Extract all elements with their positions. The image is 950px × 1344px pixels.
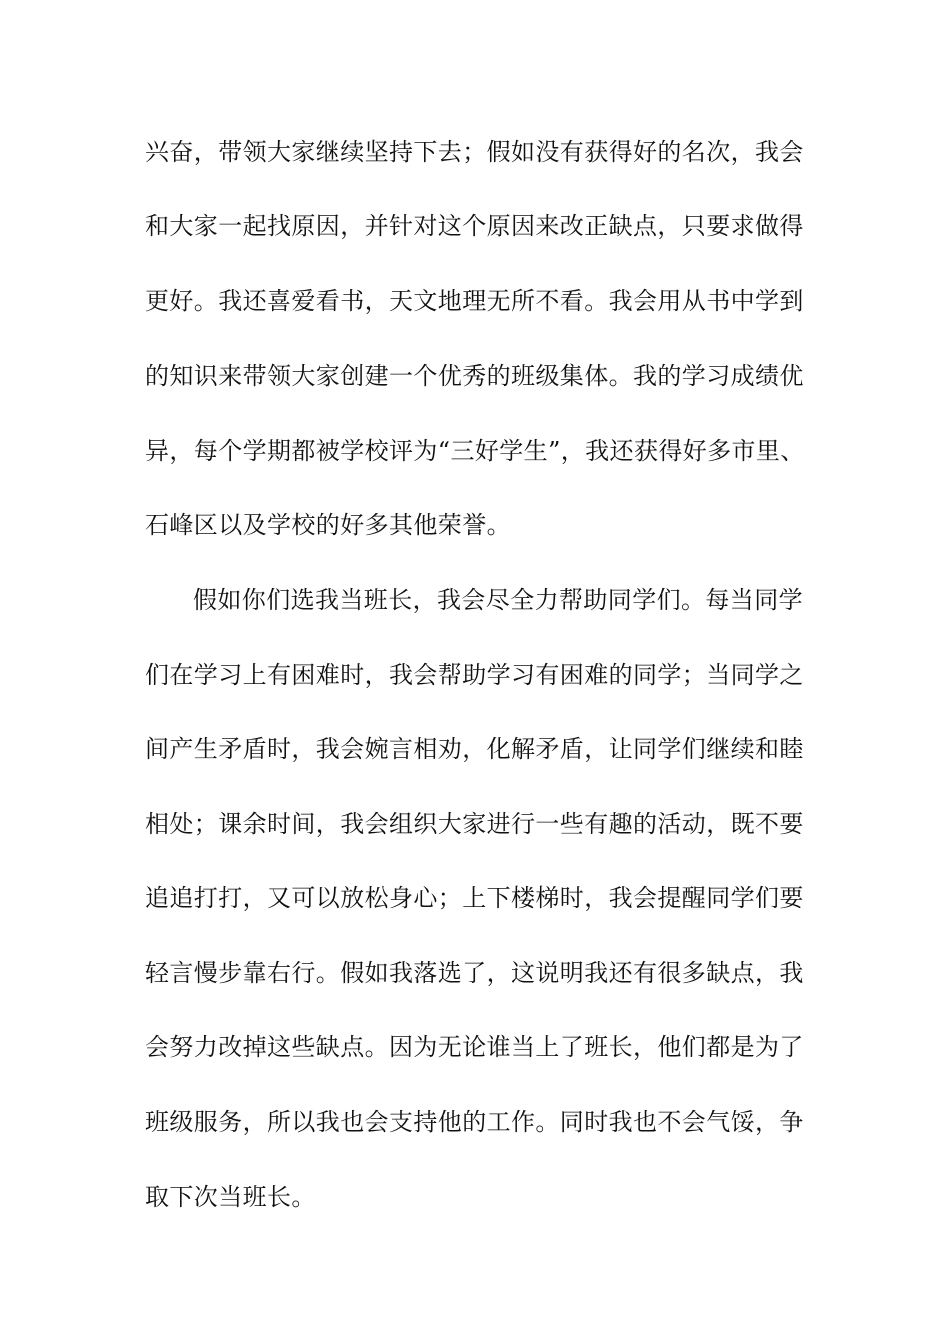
paragraph-first-line: 假如你们选我当班长，我会尽全力帮助同学们。每当同学 [193, 586, 803, 614]
text-line: 们在学习上有困难时，我会帮助学习有困难的同学；当同学之 [145, 661, 804, 689]
text-line: 班级服务，所以我也会支持他的工作。同时我也不会气馁，争 [145, 1108, 804, 1136]
text-line: 异，每个学期都被学校评为“三好学生”，我还获得好多市里、 [145, 437, 805, 465]
text-line: 间产生矛盾时，我会婉言相劝，化解矛盾，让同学们继续和睦 [145, 735, 804, 763]
text-line: 兴奋，带领大家继续坚持下去；假如没有获得好的名次，我会 [145, 138, 804, 166]
text-line: 相处；课余时间，我会组织大家进行一些有趣的活动，既不要 [145, 810, 804, 838]
text-line: 追追打打，又可以放松身心；上下楼梯时，我会提醒同学们要 [145, 884, 804, 912]
text-line: 取下次当班长。 [145, 1183, 316, 1211]
text-line: 会努力改掉这些缺点。因为无论谁当上了班长，他们都是为了 [145, 1033, 804, 1061]
text-line: 更好。我还喜爱看书，天文地理无所不看。我会用从书中学到 [145, 287, 804, 315]
text-line: 轻言慢步靠右行。假如我落选了，这说明我还有很多缺点，我 [145, 959, 804, 987]
text-line: 石峰区以及学校的好多其他荣誉。 [145, 511, 511, 539]
text-line: 的知识来带领大家创建一个优秀的班级集体。我的学习成绩优 [145, 362, 804, 390]
text-line: 和大家一起找原因，并针对这个原因来改正缺点，只要求做得 [145, 212, 804, 240]
